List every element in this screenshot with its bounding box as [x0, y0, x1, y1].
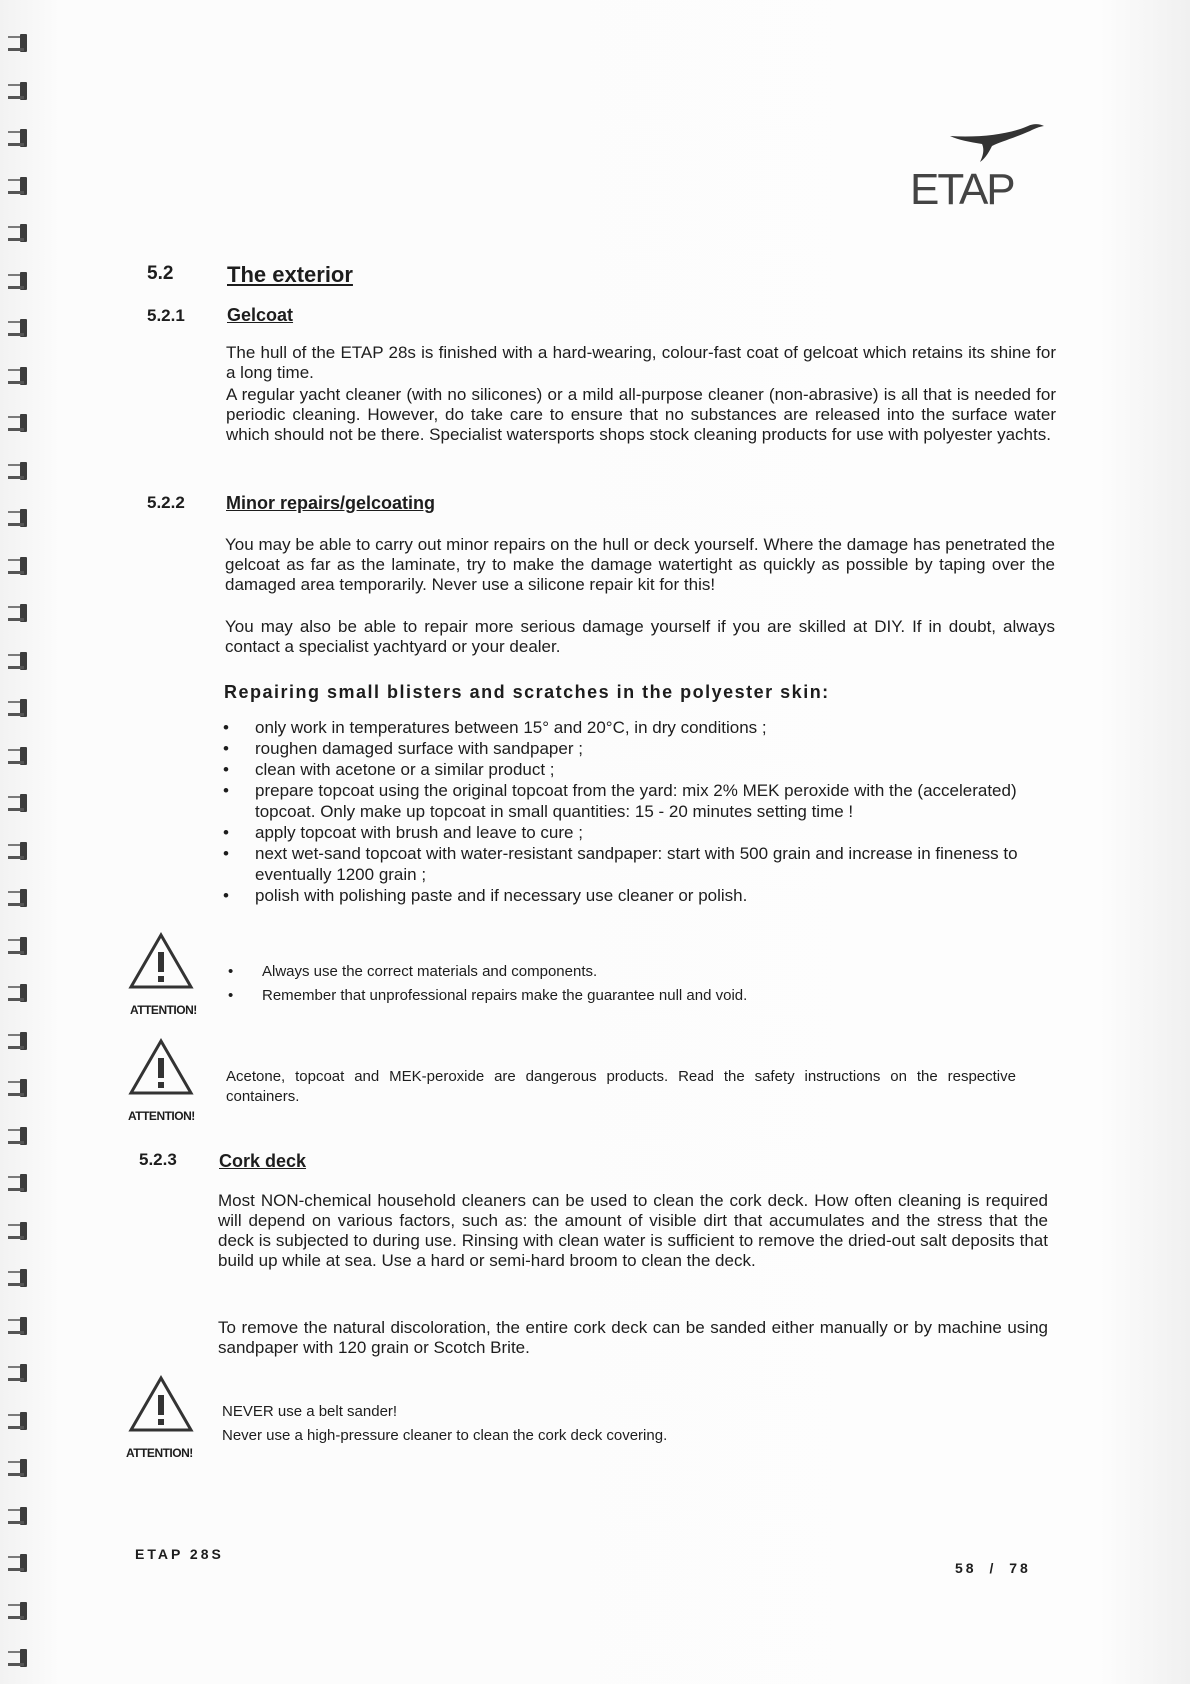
- binding-ring: [8, 838, 30, 862]
- repair-step: • next wet-sand topcoat with water-resistant sandpaper: start with 500 grain and increase in fineness to eventually 1200 grain ;: [222, 843, 1042, 885]
- footer-separator: /: [989, 1560, 997, 1576]
- svg-text:ETAP: ETAP: [910, 170, 1014, 210]
- warning-label: ATTENTION!: [126, 1446, 193, 1460]
- subsection-number-cork-deck: 5.2.3: [139, 1150, 177, 1169]
- binding-ring: [8, 1598, 30, 1622]
- gelcoat-paragraph-1: The hull of the ETAP 28s is finished with a hard-wearing, colour-fast coat of gelcoat which retains its shine for a long time.: [226, 343, 1056, 382]
- binding-ring: [8, 1360, 30, 1384]
- binding-ring: [8, 1123, 30, 1147]
- section-title: The exterior: [227, 262, 353, 287]
- binding-ring: [8, 505, 30, 529]
- binding-ring: [8, 1028, 30, 1052]
- binding-ring: [8, 125, 30, 149]
- binding-ring: [8, 600, 30, 624]
- footer-total: 78: [1009, 1560, 1031, 1576]
- footer-page: 58: [955, 1560, 977, 1576]
- repair-step: • only work in temperatures between 15° and 20°C, in dry conditions ;: [222, 717, 1042, 738]
- repair-step: • prepare topcoat using the original topcoat from the yard: mix 2% MEK peroxide with the (accelerated) topcoat. Only make up topcoat in small quantities: 15 - 20 minutes setting time !: [222, 780, 1042, 822]
- binding-ring: [8, 695, 30, 719]
- binding-ring: [8, 173, 30, 197]
- repair-step: • roughen damaged surface with sandpaper ;: [222, 738, 1042, 759]
- binding-ring: [8, 315, 30, 339]
- binding-ring: [8, 980, 30, 1004]
- repair-step: • polish with polishing paste and if necessary use cleaner or polish.: [222, 885, 1042, 906]
- subsection-title-gelcoat: Gelcoat: [227, 305, 294, 325]
- binding-ring: [8, 78, 30, 102]
- binding-ring: [8, 363, 30, 387]
- cork-deck-paragraph-1: Most NON-chemical household cleaners can be used to clean the cork deck. How often cleaning is required will depend on various factors, such as: the amount of visible dirt that accumulates and the stress that the deck is subjected to during use. Rinsing with clean water is sufficient to remove the dried-out salt deposits that build up while at sea. Use a hard or semi-hard broom to clean the deck.: [218, 1191, 1048, 1270]
- warning-note: • Remember that unprofessional repairs make the guarantee null and void.: [226, 984, 1046, 1008]
- subsection-number-minor-repairs: 5.2.2: [147, 493, 185, 512]
- warning-notes-list: [226, 960, 1046, 1008]
- minor-repairs-paragraph-1: You may be able to carry out minor repairs on the hull or deck yourself. Where the damage has penetrated the gelcoat as far as the laminate, try to make the damage watertight as quickly as possible by taping over the damaged area temporarily. Never use a silicone repair kit for this!: [225, 535, 1055, 594]
- binding-ring: [8, 1550, 30, 1574]
- binding-ring: [8, 410, 30, 434]
- repair-step: • clean with acetone or a similar product ;: [222, 759, 1042, 780]
- subsection-title-cork-deck: Cork deck: [219, 1151, 307, 1171]
- warning-triangle-icon: [128, 1375, 194, 1433]
- warning-triangle-icon: [128, 1038, 194, 1096]
- binding-ring: [8, 743, 30, 767]
- binding-ring: [8, 885, 30, 909]
- binding-ring: [8, 1075, 30, 1099]
- binding-ring: [8, 1265, 30, 1289]
- binding-ring: [8, 648, 30, 672]
- binding-ring: [8, 30, 30, 54]
- gelcoat-paragraph-2: A regular yacht cleaner (with no silicones) or a mild all-purpose cleaner (non-abrasive) is all that is needed for periodic cleaning. However, do take care to ensure that no substances are released into the surface water which should not be there. Specialist watersports shops stock cleaning products for use with polyester yachts.: [226, 385, 1056, 444]
- binding-ring: [8, 1455, 30, 1479]
- binding-ring: [8, 458, 30, 482]
- warning-note: • Always use the correct materials and components.: [226, 960, 1046, 984]
- footer-page-number: [955, 1560, 1031, 1576]
- binding-ring: [8, 1408, 30, 1432]
- binding-ring: [8, 1645, 30, 1669]
- footer-model: ETAP 28S: [135, 1546, 224, 1562]
- warning-triangle-icon: [128, 932, 194, 990]
- warning-label: ATTENTION!: [128, 1109, 195, 1123]
- warning-dangerous-products: Acetone, topcoat and MEK-peroxide are dangerous products. Read the safety instructions on the respective containers.: [226, 1068, 1016, 1105]
- cork-deck-paragraph-2: To remove the natural discoloration, the entire cork deck can be sanded either manually or by machine using sandpaper with 120 grain or Scotch Brite.: [218, 1318, 1048, 1357]
- warning-label: ATTENTION!: [130, 1003, 197, 1017]
- binding-ring: [8, 1313, 30, 1337]
- subsection-title-minor-repairs: Minor repairs/gelcoating: [226, 493, 436, 513]
- warning-high-pressure: Never use a high-pressure cleaner to clean the cork deck covering.: [222, 1427, 668, 1444]
- binding-ring: [8, 1218, 30, 1242]
- binding-ring: [8, 933, 30, 957]
- minor-repairs-paragraph-2: You may also be able to repair more serious damage yourself if you are skilled at DIY. If in doubt, always contact a specialist yachtyard or your dealer.: [225, 617, 1055, 656]
- binding-ring: [8, 1170, 30, 1194]
- binding-ring: [8, 220, 30, 244]
- warning-belt-sander: NEVER use a belt sander!: [222, 1403, 398, 1420]
- repair-step: • apply topcoat with brush and leave to cure ;: [222, 822, 1042, 843]
- blisters-subheading: Repairing small blisters and scratches in the polyester skin:: [224, 682, 830, 702]
- binding-ring: [8, 553, 30, 577]
- etap-logo: [910, 118, 1060, 210]
- binding-ring: [8, 1503, 30, 1527]
- section-number: 5.2: [147, 263, 174, 284]
- binding-ring: [8, 790, 30, 814]
- etap-wordmark: [910, 170, 1030, 210]
- subsection-number-gelcoat: 5.2.1: [147, 306, 185, 325]
- binding-ring: [8, 268, 30, 292]
- repair-steps-list: [222, 717, 1042, 906]
- spiral-binding: [0, 30, 40, 1670]
